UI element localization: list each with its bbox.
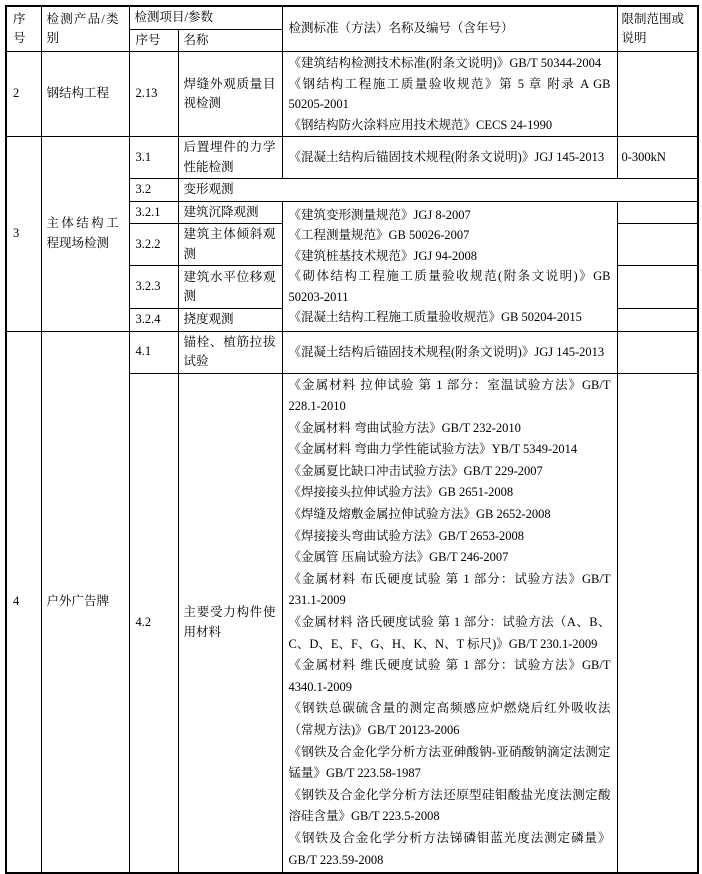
limit-cell: [617, 52, 698, 137]
header-seq: 序号: [6, 6, 41, 52]
header-product-category: 检测产品/类别: [41, 6, 129, 52]
standard-entry: 《建筑结构检测技术标准(附条文说明)》GB/T 50344-2004: [288, 56, 602, 70]
header-item-seq: 序号: [129, 29, 178, 52]
item-name-cell: 建筑主体倾斜观测: [178, 224, 282, 266]
inspection-capability-table: [5, 5, 699, 874]
product-cell: 主体结构工程现场检测: [41, 137, 129, 332]
limit-cell: 0-300kN: [617, 137, 698, 179]
standard-entry: 《金属材料 维氏硬度试验 第 1 部分：试验方法》GB/T 4340.1-2009: [288, 658, 611, 694]
limit-cell: [617, 309, 698, 332]
row-main-structure-3-1: [6, 137, 698, 179]
header-row-1: [6, 6, 698, 29]
standard-entry: 《钢结构工程施工质量验收规范》第 5 章 附录 A GB 50205-2001: [288, 76, 611, 111]
standard-entry: 《钢铁及合金化学分析方法锑磷钼蓝光度法测定磷量》GB/T 223.59-2008: [288, 830, 611, 867]
standard-entry: 《金属夏比缺口冲击试验方法》GB/T 229-2007: [288, 463, 543, 478]
standard-entry: 《金属材料 布氏硬度试验 第 1 部分：试验方法》GB/T 231.1-2009: [288, 571, 611, 608]
item-seq-cell: 4.2: [129, 373, 178, 873]
item-name-cell: 后置埋件的力学性能检测: [178, 137, 282, 179]
standards-cell: [282, 331, 617, 373]
item-name-cell: 建筑沉降观测: [178, 201, 282, 224]
standard-entry: 《钢铁及合金化学分析方法亚砷酸钠-亚硝酸钠滴定法测定锰量》GB/T 223.58-1987: [288, 744, 611, 781]
item-name-cell: 建筑水平位移观测: [178, 266, 282, 309]
standards-cell: [282, 373, 617, 873]
item-seq-cell: 3.2.3: [129, 266, 178, 309]
seq-cell: 4: [6, 331, 41, 873]
standard-entry: 《金属材料 拉伸试验 第 1 部分：室温试验方法》GB/T 228.1-2010: [288, 377, 611, 414]
standard-entry: 《金属材料 弯曲力学性能试验方法》YB/T 5349-2014: [288, 442, 578, 457]
limit-cell: [617, 201, 698, 224]
item-name-cell: 变形观测: [178, 179, 698, 202]
standard-entry: 《焊接接头弯曲试验方法》GB/T 2653-2008: [288, 528, 525, 543]
item-seq-cell: 4.1: [129, 331, 178, 373]
seq-cell: 2: [6, 52, 41, 137]
standard-entry: 《金属材料 洛氏硬度试验 第 1 部分：试验方法（A、B、C、D、E、F、G、H、K、N、T 标尺)》GB/T 230.1-2009: [288, 615, 611, 651]
standard-entry: 《砌体结构工程施工质量验收规范(附条文说明)》GB 50203-2011: [288, 269, 611, 304]
row-steel-structure: [6, 52, 698, 137]
row-billboard-4-1: [6, 331, 698, 373]
item-seq-cell: 3.1: [129, 137, 178, 179]
item-seq-cell: 3.2.2: [129, 224, 178, 266]
standard-entry: 《建筑变形测量规范》JGJ 8-2007: [288, 207, 471, 222]
limit-cell: [617, 373, 698, 873]
header-item-group: 检测项目/参数: [129, 6, 282, 29]
item-name-cell: 焊缝外观质量目视检测: [178, 52, 282, 137]
standard-entry: 《钢铁总碳硫含量的测定高频感应炉燃烧后红外吸收法（常规方法)》GB/T 20123-2006: [288, 701, 611, 737]
item-name-cell: 挠度观测: [178, 309, 282, 332]
standard-entry: 《焊接接头拉伸试验方法》GB 2651-2008: [288, 485, 514, 500]
seq-cell: 3: [6, 137, 41, 332]
header-limit: 限制范围或说明: [617, 6, 698, 52]
standard-entry: 《钢结构防火涂料应用技术规范》CECS 24-1990: [288, 117, 553, 132]
standard-entry: 《建筑桩基技术规范》JGJ 94-2008: [288, 248, 478, 263]
standard-entry: 《混凝土结构后锚固技术规程(附条文说明)》JGJ 145-2013: [288, 344, 605, 359]
item-seq-cell: 2.13: [129, 52, 178, 137]
header-standard: 检测标准（方法）名称及编号（含年号）: [282, 6, 617, 52]
item-seq-cell: 3.2.4: [129, 309, 178, 332]
standard-entry: 《金属材料 弯曲试验方法》GB/T 232-2010: [288, 420, 521, 435]
item-seq-cell: 3.2.1: [129, 201, 178, 224]
standard-entry: 《钢铁及合金化学分析方法还原型硅钼酸盐光度法测定酸溶硅含量》GB/T 223.5-2008: [288, 787, 611, 824]
limit-cell: [617, 331, 698, 373]
limit-cell: [617, 224, 698, 266]
item-seq-cell: 3.2: [129, 179, 178, 202]
standard-entry: 《工程测量规范》GB 50026-2007: [288, 228, 470, 242]
standard-entry: 《焊缝及熔敷金属拉伸试验方法》GB 2652-2008: [288, 507, 551, 522]
limit-cell: [617, 266, 698, 309]
item-name-cell: 主要受力构件使用材料: [178, 373, 282, 873]
header-item-name: 名称: [178, 29, 282, 52]
product-cell: 户外广告牌: [41, 331, 129, 873]
standard-entry: 《混凝土结构工程施工质量验收规范》GB 50204-2015: [288, 310, 582, 324]
standards-cell: [282, 137, 617, 179]
standard-entry: 《金属管 压扁试验方法》GB/T 246-2007: [288, 550, 509, 565]
standards-cell: [282, 201, 617, 331]
product-cell: 钢结构工程: [41, 52, 129, 137]
standards-cell: [282, 52, 617, 137]
item-name-cell: 锚栓、植筋拉拔试验: [178, 331, 282, 373]
standard-entry: 《混凝土结构后锚固技术规程(附条文说明)》JGJ 145-2013: [288, 150, 605, 165]
